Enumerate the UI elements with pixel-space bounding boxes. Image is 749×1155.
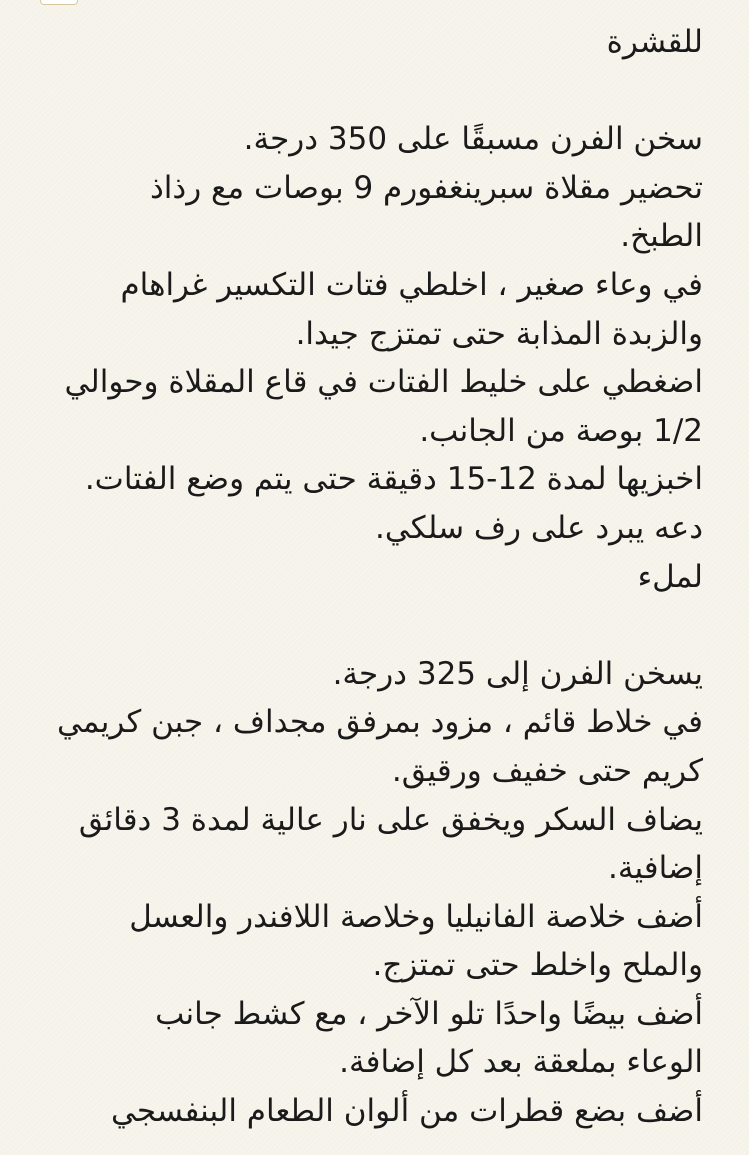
note-line: سخن الفرن مسبقًا على 350 درجة. [243, 121, 703, 158]
note-line: أضف بضع قطرات من ألوان الطعام البنفسجي [111, 1093, 703, 1130]
note-line: والزبدة المذابة حتى تمتزج جيدا. [295, 315, 703, 352]
note-line: أضف بيضًا واحدًا تلو الآخر ، مع كشط جانب [155, 995, 703, 1032]
note-line: اخبزيها لمدة 12-15 دقيقة حتى يتم وضع الفتات. [84, 461, 703, 498]
note-line: تحضير مقلاة سبرينغفورم 9 بوصات مع رذاذ [150, 169, 703, 206]
note-line: في خلاط قائم ، مزود بمرفق مجداف ، جبن كريمي [56, 704, 703, 741]
note-blank-line [23, 67, 703, 116]
note-line: يسخن الفرن إلى 325 درجة. [332, 655, 703, 692]
note-line: اضغطي على خليط الفتات في قاع المقلاة وحوالي [64, 364, 703, 401]
note-line: والملح واخلط حتى تمتزج. [372, 947, 703, 984]
note-line: يضاف السكر ويخفق على نار عالية لمدة 3 دقائق [78, 801, 703, 838]
note-line: كريم حتى خفيف ورقيق. [391, 752, 703, 789]
note-line: أضف خلاصة الفانيليا وخلاصة اللافندر والعسل [129, 898, 703, 935]
note-line: الوعاء بملعقة بعد كل إضافة. [339, 1044, 703, 1081]
note-line: إضافية. [607, 850, 703, 887]
note-line: لملء [637, 558, 703, 595]
note-line: في وعاء صغير ، اخلطي فتات التكسير غراهام [120, 266, 703, 303]
note-body[interactable] [23, 18, 703, 1136]
note-line: الطبخ. [620, 218, 703, 255]
top-cut-edge [0, 0, 749, 8]
note-blank-line [23, 601, 703, 650]
checkbox-icon [40, 0, 78, 5]
note-line: 1/2 بوصة من الجانب. [419, 412, 703, 449]
note-line: للقشرة [606, 24, 703, 60]
note-line: دعه يبرد على رف سلكي. [375, 509, 703, 546]
